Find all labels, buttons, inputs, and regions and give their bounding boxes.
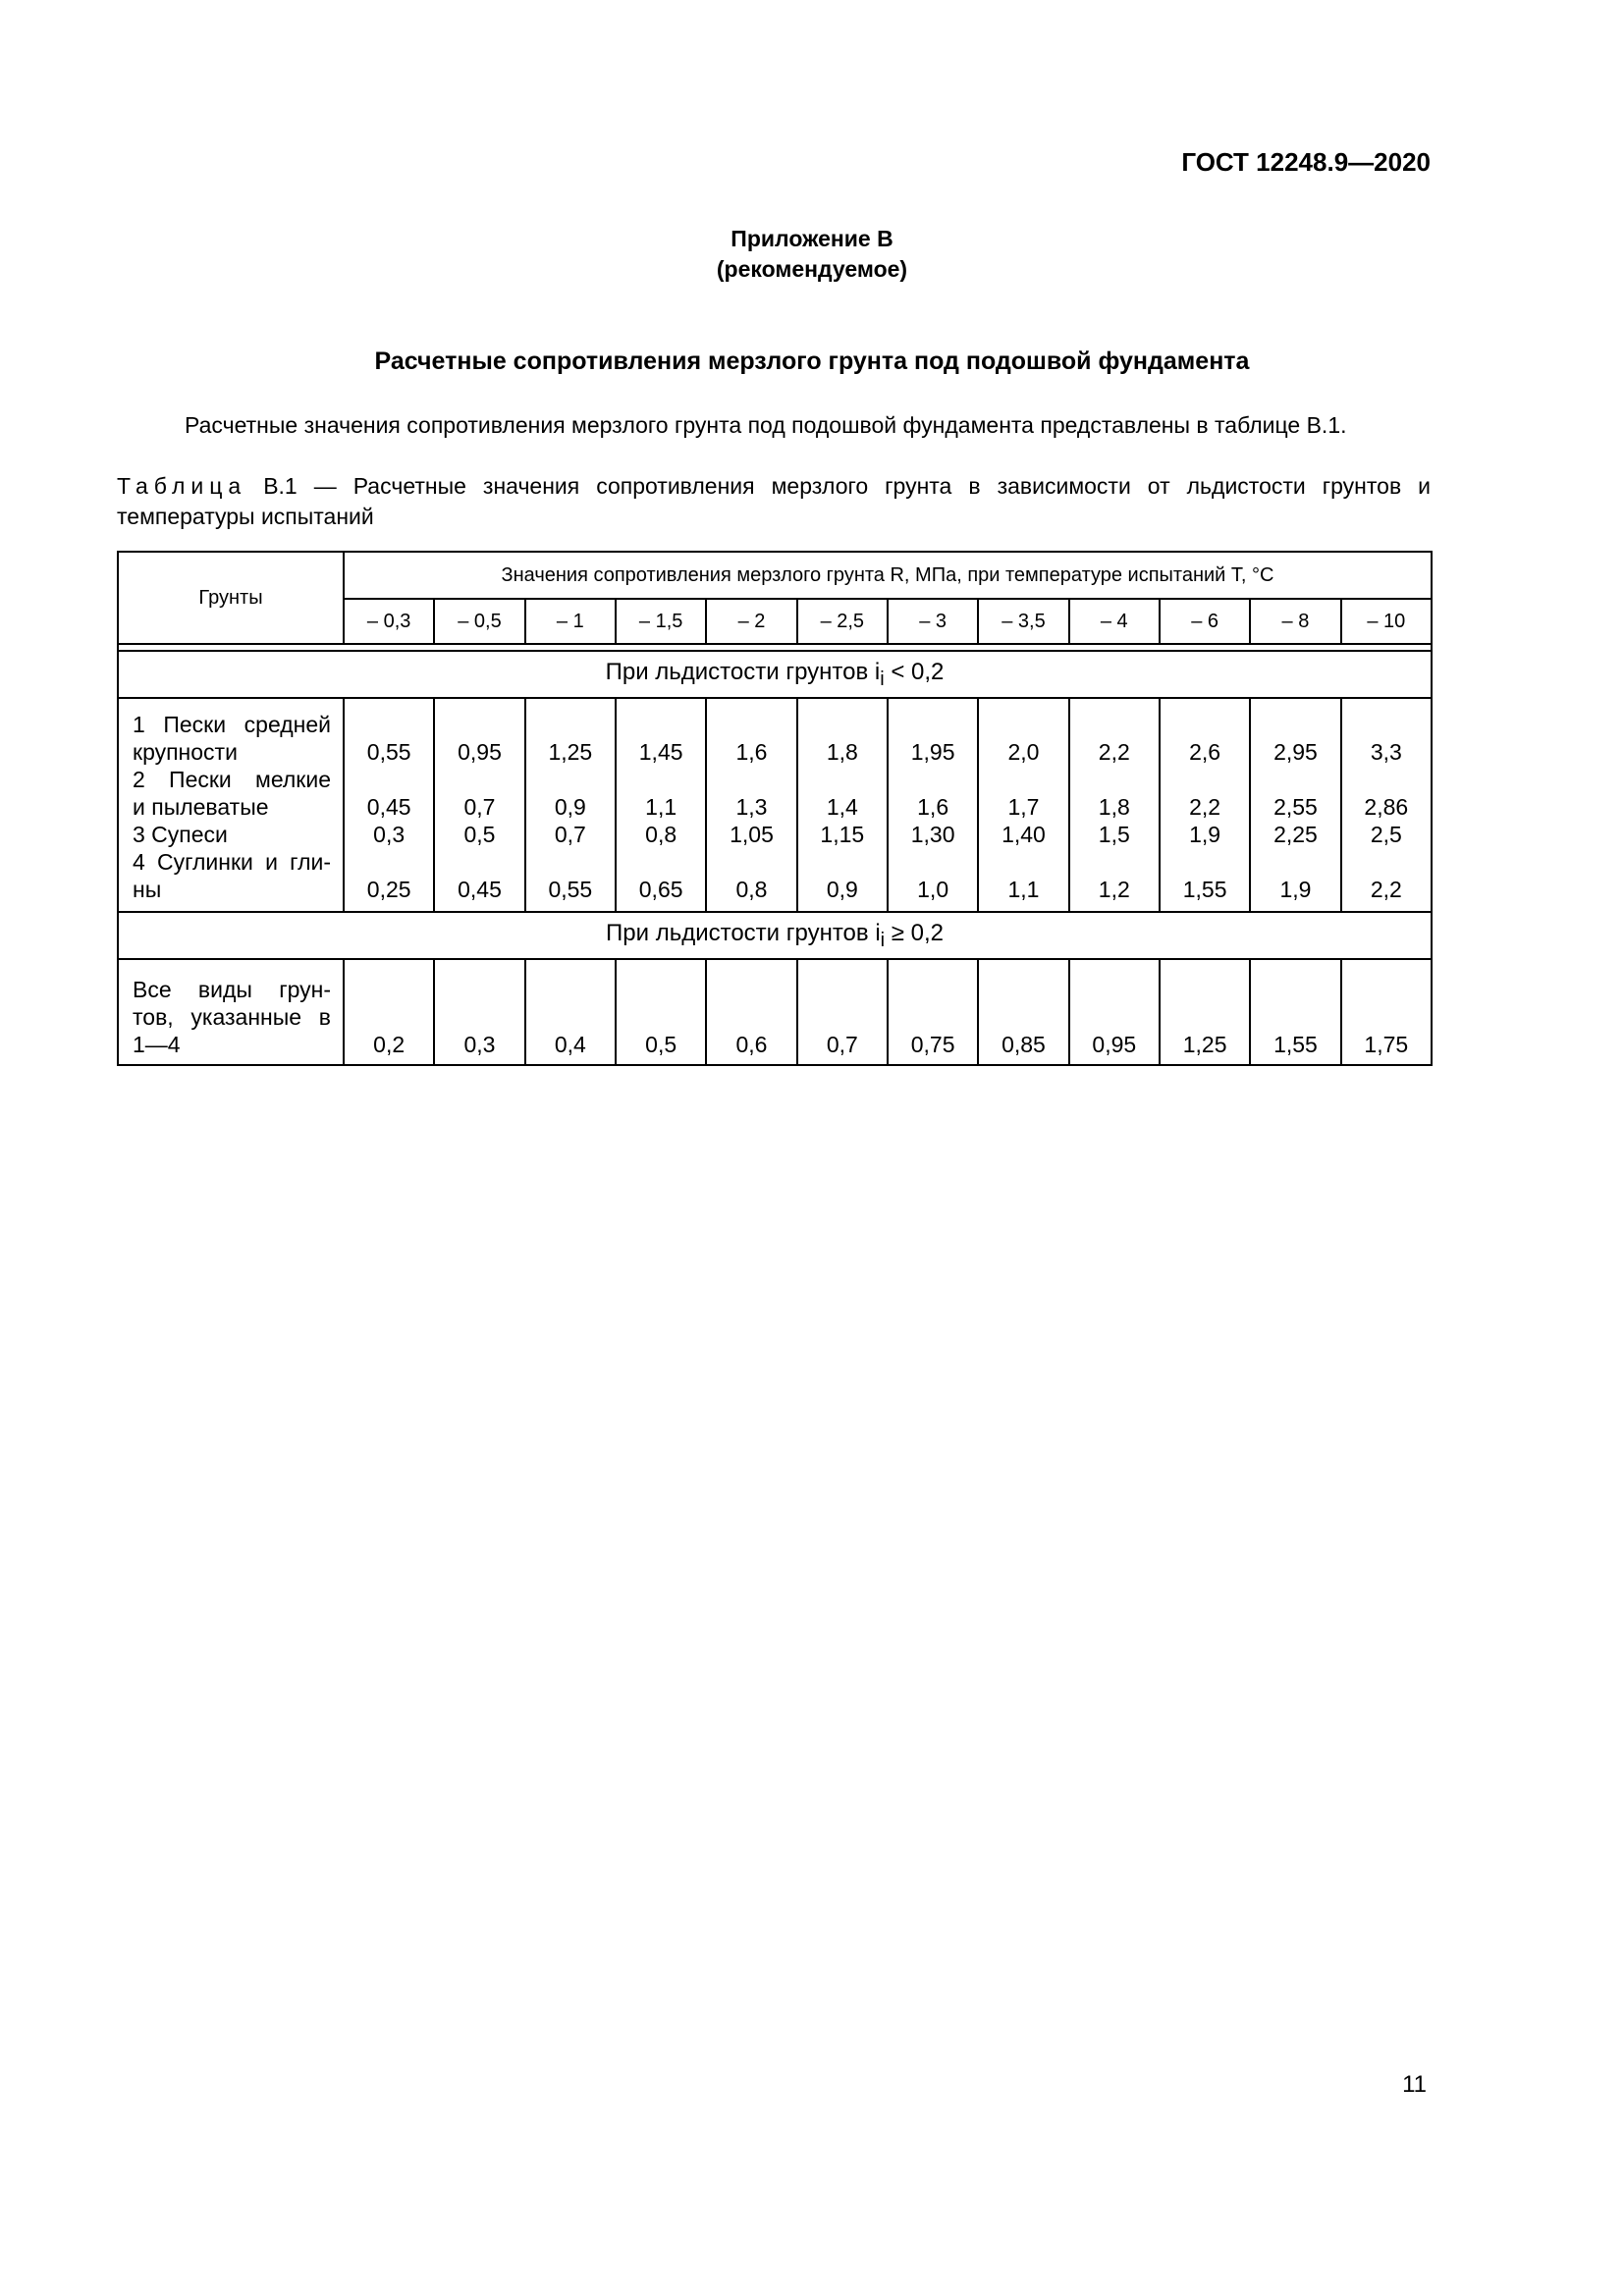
value: 1,15 xyxy=(820,822,865,847)
group1-condition: < 0,2 xyxy=(891,658,945,685)
value-cell xyxy=(344,698,434,912)
value: 1,05 xyxy=(730,822,774,847)
value: 1,9 xyxy=(1279,877,1312,902)
value-cell: 0,3 xyxy=(434,959,524,1065)
value-cell: 0,4 xyxy=(525,959,616,1065)
caption-text: В.1 — Расчетные значения сопротивления мерзлого грунта в зависимости от льдистости грунтов и температуры испытаний xyxy=(117,473,1432,529)
value: 2,2 xyxy=(1098,739,1130,765)
value: 0,45 xyxy=(458,877,502,902)
temperature-header: – 2 xyxy=(706,599,796,644)
group2-condition: ≥ 0,2 xyxy=(891,919,944,946)
appendix-subtitle: (рекомендуемое) xyxy=(716,256,908,282)
soil-line: 2 Пески мелкие xyxy=(133,767,331,792)
caption-label: Таблица xyxy=(117,473,247,499)
soil-line: 4 Суглинки и гли- xyxy=(133,849,331,875)
value: 0,7 xyxy=(554,822,586,847)
value: 0,9 xyxy=(826,877,858,902)
value: 1,25 xyxy=(548,739,593,765)
resistance-table xyxy=(117,551,1431,1066)
value: 0,45 xyxy=(366,794,411,820)
soil-line: крупности xyxy=(133,739,238,765)
value: 1,6 xyxy=(917,794,949,820)
value: 2,2 xyxy=(1370,877,1402,902)
temperature-header: – 3,5 xyxy=(978,599,1068,644)
header-separator xyxy=(118,644,1432,651)
group-header-high-ice xyxy=(118,912,1432,959)
value-cell: 0,5 xyxy=(616,959,706,1065)
value-cell xyxy=(1250,698,1340,912)
temperature-header: – 1,5 xyxy=(616,599,706,644)
value: 1,6 xyxy=(735,739,768,765)
section-title: Расчетные сопротивления мерзлого грунта под подошвой фундамента xyxy=(374,347,1250,375)
group2-label: При льдистости грунтов i xyxy=(606,919,881,946)
temperature-header: – 1 xyxy=(525,599,616,644)
value: 2,95 xyxy=(1273,739,1318,765)
document-code: ГОСТ 12248.9—2020 xyxy=(1181,147,1431,177)
values-span-header: Значения сопротивления мерзлого грунта R, МПа, при температуре испытаний T, °C xyxy=(344,552,1432,599)
value: 1,1 xyxy=(1007,877,1040,902)
temperature-header: – 8 xyxy=(1250,599,1340,644)
value: 3,3 xyxy=(1370,739,1402,765)
temperature-header: – 0,5 xyxy=(434,599,524,644)
value-cell xyxy=(1160,698,1250,912)
temperature-header: – 2,5 xyxy=(797,599,888,644)
value: 1,8 xyxy=(1098,794,1130,820)
value: 1,1 xyxy=(645,794,677,820)
value-cell xyxy=(525,698,616,912)
value-cell: 0,6 xyxy=(706,959,796,1065)
value: 1,7 xyxy=(1007,794,1040,820)
intro-paragraph: Расчетные значения сопротивления мерзлого грунта под подошвой фундамента представлены в таблице В.1. xyxy=(185,412,1347,438)
value-cell: 0,75 xyxy=(888,959,978,1065)
value: 1,8 xyxy=(826,739,858,765)
soil-line: 1 Пески средней xyxy=(133,712,331,737)
value-cell xyxy=(888,698,978,912)
value-cell: 0,85 xyxy=(978,959,1068,1065)
soil-line: 3 Супеси xyxy=(133,822,228,847)
value: 1,45 xyxy=(638,739,683,765)
value: 0,7 xyxy=(463,794,496,820)
value: 0,5 xyxy=(463,822,496,847)
value: 2,25 xyxy=(1273,822,1318,847)
value: 2,5 xyxy=(1370,822,1402,847)
appendix-heading xyxy=(0,224,1624,285)
value: 1,0 xyxy=(917,877,949,902)
value: 0,9 xyxy=(554,794,586,820)
temperature-header: – 3 xyxy=(888,599,978,644)
value-cell xyxy=(616,698,706,912)
group2-subscript: i xyxy=(880,929,886,951)
soil-line: Все виды грун- xyxy=(133,977,331,1002)
value-cell: 0,7 xyxy=(797,959,888,1065)
value: 0,55 xyxy=(366,739,411,765)
soil-line: и пылеватые xyxy=(133,794,269,820)
value: 2,2 xyxy=(1189,794,1221,820)
value: 0,65 xyxy=(638,877,683,902)
value: 0,55 xyxy=(548,877,593,902)
soil-names-cell xyxy=(118,698,344,912)
soil-line: тов, указанные в xyxy=(133,1004,331,1030)
value: 0,25 xyxy=(366,877,411,902)
group1-subscript: i xyxy=(880,667,885,690)
value: 1,3 xyxy=(735,794,768,820)
soil-names-cell xyxy=(118,959,344,1065)
value-cell: 1,25 xyxy=(1160,959,1250,1065)
value-cell xyxy=(1341,698,1432,912)
value: 2,0 xyxy=(1007,739,1040,765)
group1-label: При льдистости грунтов i xyxy=(605,658,881,685)
value-cell: 1,55 xyxy=(1250,959,1340,1065)
value-cell xyxy=(978,698,1068,912)
temperature-header: – 10 xyxy=(1341,599,1432,644)
value: 1,95 xyxy=(910,739,955,765)
soil-line: ны xyxy=(133,877,162,902)
value: 0,8 xyxy=(735,877,768,902)
value-cell xyxy=(434,698,524,912)
soils-column-header: Грунты xyxy=(118,552,344,644)
value: 1,2 xyxy=(1098,877,1130,902)
page-number: 11 xyxy=(1402,2071,1427,2098)
value: 0,3 xyxy=(373,822,406,847)
temperature-header: – 6 xyxy=(1160,599,1250,644)
soil-line: 1—4 xyxy=(133,1032,181,1057)
table-row xyxy=(118,698,1432,912)
value: 2,6 xyxy=(1189,739,1221,765)
value: 2,86 xyxy=(1364,794,1409,820)
temperature-header: – 0,3 xyxy=(344,599,434,644)
table-row xyxy=(118,959,1432,1065)
value: 1,5 xyxy=(1098,822,1130,847)
table-caption xyxy=(117,471,1431,532)
value: 1,4 xyxy=(826,794,858,820)
value-cell xyxy=(797,698,888,912)
value: 1,30 xyxy=(910,822,955,847)
value-cell: 0,2 xyxy=(344,959,434,1065)
value: 1,55 xyxy=(1182,877,1227,902)
value: 1,9 xyxy=(1189,822,1221,847)
group-header-low-ice xyxy=(118,651,1432,698)
value-cell xyxy=(706,698,796,912)
value: 0,8 xyxy=(645,822,677,847)
value: 1,40 xyxy=(1001,822,1046,847)
value: 2,55 xyxy=(1273,794,1318,820)
temperature-header: – 4 xyxy=(1069,599,1160,644)
value-cell: 0,95 xyxy=(1069,959,1160,1065)
value-cell: 1,75 xyxy=(1341,959,1432,1065)
value-cell xyxy=(1069,698,1160,912)
appendix-title: Приложение В xyxy=(731,226,893,251)
value: 0,95 xyxy=(458,739,502,765)
